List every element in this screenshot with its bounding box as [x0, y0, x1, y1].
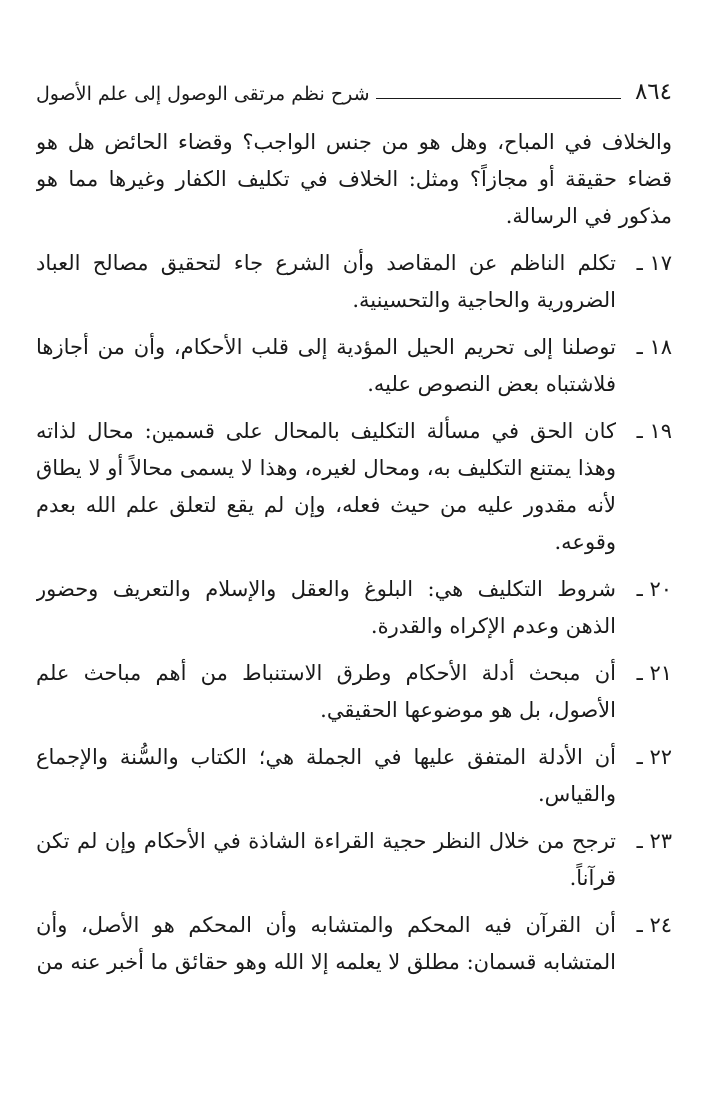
book-title: شرح نظم مرتقى الوصول إلى علم الأصول: [36, 83, 370, 105]
item-number: ٢١ ـ: [636, 661, 672, 685]
list-item-19: [36, 413, 672, 561]
item-number: ١٧ ـ: [636, 251, 672, 275]
item-number: ٢٤ ـ: [636, 913, 672, 937]
page-number: ٨٦٤: [634, 79, 672, 105]
list-item-20: [36, 571, 672, 645]
book-page: [36, 60, 672, 1090]
item-text: ترجح من خلال النظر حجية القراءة الشاذة في الأحكام وإن لم تكن قرآناً.: [36, 829, 616, 890]
list-item-23: [36, 823, 672, 897]
item-text: أن مبحث أدلة الأحكام وطرق الاستنباط من أهم مباحث علم الأصول، بل هو موضوعها الحقيقي.: [36, 661, 616, 722]
running-header: [36, 60, 672, 104]
item-text: تكلم الناظم عن المقاصد وأن الشرع جاء لتحقيق مصالح العباد الضرورية والحاجية والتحسينية.: [36, 251, 616, 312]
header-rule: [376, 98, 621, 99]
item-number: ٢٢ ـ: [636, 745, 672, 769]
item-text: أن القرآن فيه المحكم والمتشابه وأن المحكم هو الأصل، وأن المتشابه قسمان: مطلق لا يعلمه إلا الله وهو حقائق ما أخبر عنه من: [36, 913, 616, 974]
continuation-paragraph: والخلاف في المباح، وهل هو من جنس الواجب؟ وقضاء الحائض هل هو قضاء حقيقة أو مجازاً؟ ومثل: الخلاف في تكليف الكفار وغيرها مما هو مذكور في الرسالة.: [36, 130, 672, 228]
item-text: شروط التكليف هي: البلوغ والعقل والإسلام والتعريف وحضور الذهن وعدم الإكراه والقدرة.: [36, 577, 616, 638]
list-item-18: [36, 329, 672, 403]
list-item-22: [36, 739, 672, 813]
item-text: توصلنا إلى تحريم الحيل المؤدية إلى قلب الأحكام، وأن من أجازها فلاشتباه بعض النصوص عليه.: [36, 335, 616, 396]
item-number: ١٨ ـ: [636, 335, 672, 359]
list-item-24: [36, 907, 672, 981]
item-text: أن الأدلة المتفق عليها في الجملة هي؛ الكتاب والسُّنة والإجماع والقياس.: [36, 745, 616, 806]
list-item-17: [36, 245, 672, 319]
list-item-21: [36, 655, 672, 729]
item-number: ٢٠ ـ: [636, 577, 672, 601]
item-text: كان الحق في مسألة التكليف بالمحال على قسمين: محال لذاته وهذا يمتنع التكليف به، ومحال لغيره، وهذا لا يسمى محالاً أو لا يطاق لأنه مقدور عليه من حيث فعله، وإن لم يقع لتعلق علم الله بعدم وقوعه.: [36, 419, 616, 554]
page-content: [36, 124, 672, 981]
item-number: ٢٣ ـ: [636, 829, 672, 853]
item-number: ١٩ ـ: [636, 419, 672, 443]
